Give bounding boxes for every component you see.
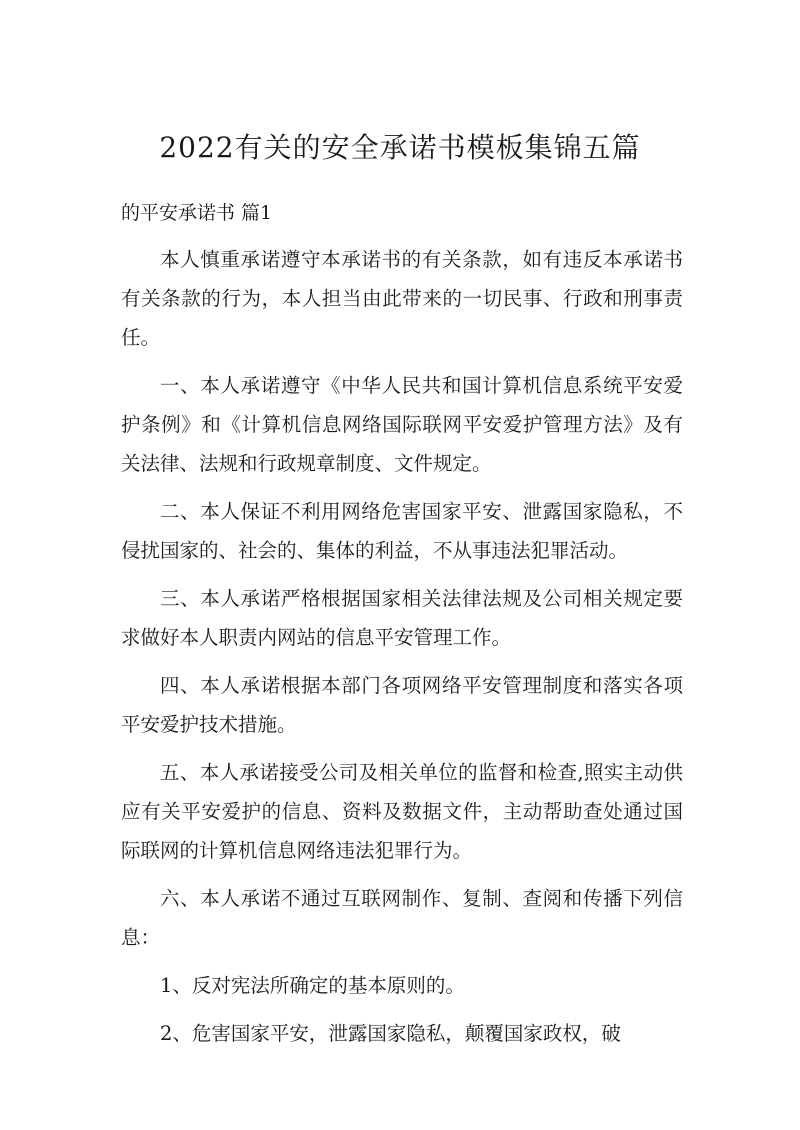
paragraph: 1、反对宪法所确定的基本原则的。 (160, 974, 465, 997)
paragraph: 五、本人承诺接受公司及相关单位的监督和检查,照实主动供应有关平安爱护的信息、资料及数据文件，主动帮助查处通过国际联网的计算机信息网络违法犯罪行为。 (121, 761, 683, 862)
paragraph: 本人慎重承诺遵守本承诺书的有关条款，如有违反本承诺书有关条款的行为，本人担当由此带来的一切民事、行政和刑事责任。 (121, 248, 683, 349)
document-title: 2022有关的安全承诺书模板集锦五篇 (159, 131, 641, 164)
paragraph: 六、本人承诺不通过互联网制作、复制、查阅和传播下列信息： (121, 887, 683, 949)
paragraph: 四、本人承诺根据本部门各项网络平安管理制度和落实各项平安爱护技术措施。 (121, 674, 683, 736)
paragraph: 三、本人承诺严格根据国家相关法律法规及公司相关规定要求做好本人职责内网站的信息平安管理工作。 (121, 587, 683, 649)
paragraph: 二、本人保证不利用网络危害国家平安、泄露国家隐私，不侵扰国家的、社会的、集体的利益，不从事违法犯罪活动。 (121, 500, 683, 562)
paragraph: 2、危害国家平安，泄露国家隐私，颠覆国家政权，破 (160, 1022, 621, 1045)
section-label: 的平安承诺书 篇1 (121, 202, 273, 224)
paragraph: 一、本人承诺遵守《中华人民共和国计算机信息系统平安爱护条例》和《计算机信息网络国际联网平安爱护管理方法》及有关法律、法规和行政规章制度、文件规定。 (121, 374, 683, 475)
document-body (121, 240, 683, 1062)
